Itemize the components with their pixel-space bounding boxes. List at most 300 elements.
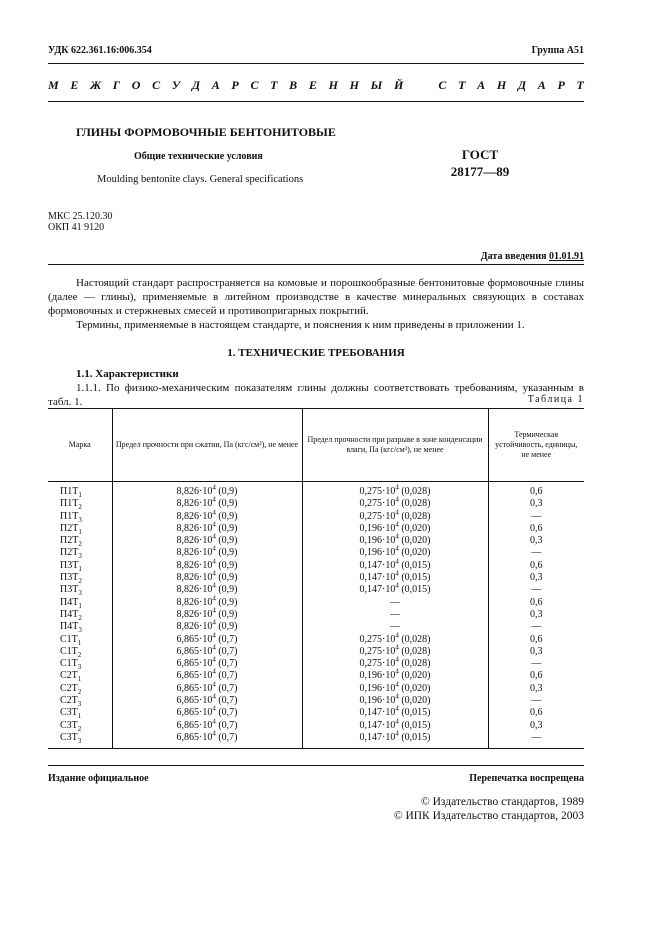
compression-exponent: 4 xyxy=(212,729,216,738)
cell-thermal: 0,3 xyxy=(488,609,584,621)
cell-compression xyxy=(112,557,302,572)
cell-grade xyxy=(48,498,112,510)
characteristics-block xyxy=(48,367,584,409)
grade-subscript: 2 xyxy=(77,650,82,659)
banner-letter: А xyxy=(477,78,486,92)
compression-kgs: (0,7) xyxy=(215,633,238,645)
cell-compression xyxy=(112,594,302,609)
tension-kgs: (0,028) xyxy=(398,498,431,510)
compression-base: 8,826·10 xyxy=(176,498,213,510)
cell-grade xyxy=(48,658,112,670)
header-thermal: Термическая устойчивость, единицы, не менее xyxy=(488,409,584,482)
compression-base: 8,826·10 xyxy=(176,547,213,559)
tension-base: 0,147·10 xyxy=(359,707,396,719)
grade-text: С3Т xyxy=(60,719,78,731)
cell-thermal: — xyxy=(488,547,584,559)
banner-letter: Г xyxy=(112,78,121,92)
grade-subscript: 1 xyxy=(77,675,82,684)
compression-exponent: 4 xyxy=(212,643,216,652)
grade-text: С1Т xyxy=(60,633,78,645)
cell-compression xyxy=(112,717,302,732)
compression-base: 8,826·10 xyxy=(176,596,213,608)
tension-base: 0,196·10 xyxy=(359,695,396,707)
cell-compression xyxy=(112,482,302,499)
compression-kgs: (0,7) xyxy=(215,658,238,670)
table-row xyxy=(48,683,584,695)
tension-kgs: (0,020) xyxy=(398,670,431,682)
cell-compression xyxy=(112,569,302,584)
table-row xyxy=(48,498,584,510)
tension-exponent: 4 xyxy=(395,508,399,517)
tension-base: 0,275·10 xyxy=(359,658,396,670)
banner-letter: А xyxy=(537,78,546,92)
banner-letter: С xyxy=(438,78,447,92)
tension-base: 0,196·10 xyxy=(359,535,396,547)
compression-base: 6,865·10 xyxy=(176,682,213,694)
grade-text: С3Т xyxy=(60,731,78,743)
grade-subscript: 1 xyxy=(77,638,82,647)
tension-exponent: 4 xyxy=(395,643,399,652)
grade-text: С2Т xyxy=(60,670,78,682)
grade-subscript: 1 xyxy=(77,712,82,721)
tension-base: 0,147·10 xyxy=(359,584,396,596)
table-row xyxy=(48,646,584,658)
tension-exponent: 4 xyxy=(395,668,399,677)
subsection-title: 1.1. Характеристики xyxy=(76,368,179,380)
grade-subscript: 3 xyxy=(78,626,82,635)
tension-exponent: 4 xyxy=(395,532,399,541)
tension-base: 0,275·10 xyxy=(359,633,396,645)
table-row xyxy=(48,670,584,682)
gost-number: 28177—89 xyxy=(450,164,510,179)
tension-base: — xyxy=(390,608,400,620)
compression-base: 6,865·10 xyxy=(176,731,213,743)
compression-kgs: (0,9) xyxy=(215,608,238,620)
cell-grade xyxy=(48,523,112,535)
compression-base: 8,826·10 xyxy=(176,510,213,522)
cell-compression xyxy=(112,670,302,682)
banner-letter: Н xyxy=(496,78,507,92)
cell-thermal: 0,6 xyxy=(488,482,584,499)
grade-text: П1Т xyxy=(60,486,79,497)
compression-exponent: 4 xyxy=(212,532,216,541)
okp-code: ОКП 41 9120 xyxy=(48,222,105,233)
grade-text: П4Т xyxy=(60,608,79,620)
grade-subscript: 2 xyxy=(77,724,82,733)
cell-thermal: — xyxy=(488,695,584,707)
tension-base: 0,196·10 xyxy=(359,682,396,694)
cell-grade xyxy=(48,482,112,499)
copyright-2003: © ИПК Издательство стандартов, 2003 xyxy=(393,810,584,822)
tension-exponent: 4 xyxy=(395,557,399,566)
compression-exponent: 4 xyxy=(212,483,216,492)
tension-kgs: (0,020) xyxy=(398,682,431,694)
table-row xyxy=(48,535,584,547)
grade-subscript: 3 xyxy=(77,700,82,709)
cell-compression xyxy=(112,643,302,658)
cell-grade xyxy=(48,535,112,547)
requirement-paragraph: 1.1.1. По физико-механическим показателям глины должны соответствовать требованиям, указанным в табл. 1. xyxy=(48,382,584,408)
tension-base: 0,196·10 xyxy=(359,522,396,534)
copyright-1989: © Издательство стандартов, 1989 xyxy=(420,796,584,808)
tension-base: 0,147·10 xyxy=(359,559,396,571)
compression-base: 6,865·10 xyxy=(176,719,213,731)
cell-grade xyxy=(48,732,112,749)
compression-base: 8,826·10 xyxy=(176,522,213,534)
table-row xyxy=(48,523,584,535)
grade-subscript: 3 xyxy=(78,515,82,524)
table-row xyxy=(48,720,584,732)
grade-text: С2Т xyxy=(60,682,78,694)
header-tension: Предел прочности при разрыве в зоне конденсации влаги, Па (кгс/см²), не менее xyxy=(302,409,488,482)
cell-grade xyxy=(48,597,112,609)
introduction-date xyxy=(481,251,584,262)
cell-compression xyxy=(112,495,302,510)
compression-kgs: (0,7) xyxy=(215,731,238,743)
tension-kgs: (0,015) xyxy=(398,572,431,584)
header-rule-bottom xyxy=(48,101,584,102)
tension-kgs: (0,028) xyxy=(398,510,431,522)
compression-exponent: 4 xyxy=(212,508,216,517)
cell-grade xyxy=(48,683,112,695)
banner-letter: Д xyxy=(517,78,527,92)
banner-letter: С xyxy=(250,78,259,92)
compression-base: 8,826·10 xyxy=(176,535,213,547)
table-row xyxy=(48,584,584,596)
tension-base: 0,196·10 xyxy=(359,547,396,559)
table-row xyxy=(48,695,584,707)
cell-grade xyxy=(48,646,112,658)
compression-base: 8,826·10 xyxy=(176,559,213,571)
header-rule-top xyxy=(48,63,584,64)
banner-letter: Й xyxy=(393,78,404,92)
banner-letter: Д xyxy=(191,78,201,92)
tension-exponent: 4 xyxy=(395,483,399,492)
grade-subscript: 3 xyxy=(78,589,82,598)
tension-exponent: 4 xyxy=(395,705,399,714)
table-header-row xyxy=(48,409,584,482)
cell-thermal: 0,6 xyxy=(488,523,584,535)
banner-letter: Ы xyxy=(370,78,383,92)
compression-base: 6,865·10 xyxy=(176,633,213,645)
compression-exponent: 4 xyxy=(212,569,216,578)
compression-exponent: 4 xyxy=(212,618,216,627)
compression-exponent: 4 xyxy=(212,582,216,591)
tension-kgs: (0,028) xyxy=(398,658,431,670)
cell-thermal: — xyxy=(488,658,584,670)
grade-text: П2Т xyxy=(60,535,79,547)
compression-kgs: (0,7) xyxy=(215,695,238,707)
intro-date-label: Дата введения xyxy=(480,251,547,262)
table-row xyxy=(48,634,584,646)
tension-base: 0,147·10 xyxy=(359,719,396,731)
compression-exponent: 4 xyxy=(212,655,216,664)
table-row xyxy=(48,732,584,749)
tension-kgs: (0,028) xyxy=(398,645,431,657)
tension-exponent: 4 xyxy=(395,545,399,554)
cell-grade xyxy=(48,634,112,646)
banner-letter: Т xyxy=(576,78,584,92)
cell-compression xyxy=(112,584,302,596)
compression-base: 6,865·10 xyxy=(176,658,213,670)
compression-kgs: (0,9) xyxy=(215,572,238,584)
table-row xyxy=(48,572,584,584)
compression-exponent: 4 xyxy=(212,631,216,640)
banner-letter: О xyxy=(131,78,141,92)
compression-exponent: 4 xyxy=(212,680,216,689)
tension-kgs: (0,015) xyxy=(398,559,431,571)
banner-letter: Е xyxy=(308,78,317,92)
compression-exponent: 4 xyxy=(212,520,216,529)
header-grade: Марка xyxy=(48,409,112,482)
grade-text: С1Т xyxy=(60,658,78,670)
tension-exponent: 4 xyxy=(395,655,399,664)
tension-kgs: (0,028) xyxy=(398,633,431,645)
footer-rule xyxy=(48,765,584,766)
grade-subscript: 2 xyxy=(78,540,82,549)
official-edition: Издание официальное xyxy=(48,773,149,784)
grade-text: П3Т xyxy=(60,572,79,584)
cell-thermal: — xyxy=(488,511,584,523)
tension-base: — xyxy=(390,596,400,608)
cell-thermal: 0,3 xyxy=(488,535,584,547)
grade-text: С3Т xyxy=(60,707,78,719)
banner-letter: У xyxy=(171,78,181,92)
table-caption: Таблица 1 xyxy=(527,394,584,405)
banner-letter: С xyxy=(152,78,161,92)
english-title: Moulding bentonite clays. General specifications xyxy=(97,174,304,185)
banner-letter: Р xyxy=(557,78,565,92)
group-code: Группа А51 xyxy=(531,45,584,56)
table-row xyxy=(48,511,584,523)
reprint-notice: Перепечатка воспрещена xyxy=(469,773,584,784)
scope-paragraph: Настоящий стандарт распространяется на комовые и порошкообразные бентонитовые формовочные глины (далее — глины), применяемые в литейном производстве в качестве минеральных связующих в составах формовочных и стержневых смесей и противопригарных покрытий. xyxy=(48,277,584,317)
tension-kgs: (0,028) xyxy=(398,486,431,497)
banner-letter: В xyxy=(289,78,298,92)
cell-grade xyxy=(48,720,112,732)
tension-base: 0,275·10 xyxy=(359,510,396,522)
tension-kgs: (0,015) xyxy=(398,707,431,719)
cell-thermal: — xyxy=(488,584,584,596)
table-row xyxy=(48,560,584,572)
tension-kgs: (0,020) xyxy=(398,695,431,707)
table-row xyxy=(48,547,584,559)
compression-kgs: (0,9) xyxy=(215,486,238,497)
terms-paragraph: Термины, применяемые в настоящем стандарте, и пояснения к ним приведены в приложении 1. xyxy=(76,319,525,331)
tension-exponent: 4 xyxy=(395,582,399,591)
grade-text: П2Т xyxy=(60,522,79,534)
grade-subscript: 1 xyxy=(78,527,82,536)
cell-thermal: 0,3 xyxy=(488,720,584,732)
cell-compression xyxy=(112,655,302,670)
grade-subscript: 2 xyxy=(78,503,82,512)
grade-subscript: 1 xyxy=(78,491,82,499)
cell-compression xyxy=(112,680,302,695)
tension-exponent: 4 xyxy=(395,680,399,689)
cell-compression xyxy=(112,547,302,559)
tension-exponent: 4 xyxy=(395,631,399,640)
cell-grade xyxy=(48,621,112,633)
compression-exponent: 4 xyxy=(212,545,216,554)
compression-kgs: (0,7) xyxy=(215,670,238,682)
tension-exponent: 4 xyxy=(395,520,399,529)
compression-exponent: 4 xyxy=(212,594,216,603)
grade-subscript: 1 xyxy=(78,564,82,573)
cell-grade xyxy=(48,560,112,572)
classification-codes xyxy=(48,211,112,233)
table-row xyxy=(48,482,584,499)
cell-tension xyxy=(302,597,488,609)
grade-text: П4Т xyxy=(60,621,79,633)
tension-exponent: 4 xyxy=(395,495,399,504)
gost-label: ГОСТ xyxy=(461,147,499,162)
grade-text: С2Т xyxy=(60,695,78,707)
intro-date-value: 01.01.91 xyxy=(549,251,584,262)
banner-letter: Н xyxy=(349,78,359,92)
cell-tension xyxy=(302,729,488,749)
cell-grade xyxy=(48,695,112,707)
grade-subscript: 3 xyxy=(78,552,82,561)
grade-text: П1Т xyxy=(60,510,79,522)
compression-kgs: (0,9) xyxy=(215,559,238,571)
compression-kgs: (0,9) xyxy=(215,535,238,547)
cell-thermal: — xyxy=(488,732,584,749)
banner-letter: Р xyxy=(231,78,239,92)
table-row xyxy=(48,707,584,719)
table-body xyxy=(48,482,584,749)
gost-designation xyxy=(430,146,530,180)
date-rule xyxy=(48,264,584,265)
banner-letter: Ж xyxy=(90,78,102,92)
tension-base: 0,147·10 xyxy=(359,731,396,743)
cell-thermal: 0,3 xyxy=(488,572,584,584)
cell-grade xyxy=(48,609,112,621)
banner-letter: Т xyxy=(270,78,278,92)
tension-base: — xyxy=(390,621,400,633)
copyright-block xyxy=(394,795,584,823)
cell-thermal: 0,6 xyxy=(488,597,584,609)
table-row xyxy=(48,597,584,609)
cell-grade xyxy=(48,511,112,523)
tension-base: 0,196·10 xyxy=(359,670,396,682)
compression-exponent: 4 xyxy=(212,557,216,566)
grade-text: П2Т xyxy=(60,547,79,559)
tension-exponent: 4 xyxy=(395,692,399,701)
cell-thermal: 0,6 xyxy=(488,670,584,682)
compression-kgs: (0,9) xyxy=(215,498,238,510)
section-title: 1. ТЕХНИЧЕСКИЕ ТРЕБОВАНИЯ xyxy=(227,347,405,359)
udk-code: УДК 622.361.16:006.354 xyxy=(48,45,152,56)
grade-subscript: 3 xyxy=(77,736,82,745)
tension-base: 0,147·10 xyxy=(359,572,396,584)
compression-base: 8,826·10 xyxy=(176,486,213,497)
compression-exponent: 4 xyxy=(212,668,216,677)
table-row xyxy=(48,658,584,670)
cell-compression xyxy=(112,520,302,535)
compression-kgs: (0,7) xyxy=(215,682,238,694)
tension-exponent: 4 xyxy=(395,717,399,726)
cell-tension xyxy=(302,609,488,621)
cell-grade xyxy=(48,547,112,559)
compression-base: 6,865·10 xyxy=(176,707,213,719)
compression-base: 6,865·10 xyxy=(176,695,213,707)
grade-subscript: 1 xyxy=(78,601,82,610)
cell-thermal: 0,6 xyxy=(488,707,584,719)
compression-base: 8,826·10 xyxy=(176,608,213,620)
specification-table xyxy=(48,408,584,749)
grade-subscript: 2 xyxy=(78,577,82,586)
cell-thermal: 0,6 xyxy=(488,560,584,572)
compression-kgs: (0,9) xyxy=(215,547,238,559)
grade-subscript: 2 xyxy=(78,613,82,622)
compression-base: 8,826·10 xyxy=(176,572,213,584)
tension-base: 0,275·10 xyxy=(359,486,396,497)
document-title: ГЛИНЫ ФОРМОВОЧНЫЕ БЕНТОНИТОВЫЕ xyxy=(76,125,336,139)
compression-kgs: (0,7) xyxy=(215,707,238,719)
cell-thermal: — xyxy=(488,621,584,633)
compression-kgs: (0,9) xyxy=(215,621,238,633)
mks-code: МКС 25.120.30 xyxy=(48,211,113,222)
banner-letter: А xyxy=(211,78,220,92)
cell-compression xyxy=(112,618,302,633)
tension-base: 0,275·10 xyxy=(359,498,396,510)
cell-grade xyxy=(48,670,112,682)
tension-kgs: (0,020) xyxy=(398,522,431,534)
standard-banner xyxy=(48,78,584,93)
tension-kgs: (0,020) xyxy=(398,535,431,547)
cell-compression xyxy=(112,606,302,621)
cell-compression xyxy=(112,508,302,523)
compression-base: 6,865·10 xyxy=(176,645,213,657)
cell-thermal: 0,3 xyxy=(488,498,584,510)
compression-exponent: 4 xyxy=(212,495,216,504)
tension-kgs: (0,015) xyxy=(398,731,431,743)
cell-compression xyxy=(112,729,302,749)
banner-letter: Н xyxy=(328,78,338,92)
cell-thermal: 0,6 xyxy=(488,634,584,646)
tension-kgs: (0,020) xyxy=(398,547,431,559)
banner-letter: М xyxy=(48,78,59,92)
banner-letter: Т xyxy=(458,78,466,92)
compression-base: 6,865·10 xyxy=(176,670,213,682)
cell-compression xyxy=(112,532,302,547)
grade-text: П3Т xyxy=(60,584,79,596)
grade-text: С1Т xyxy=(60,645,78,657)
cell-compression xyxy=(112,631,302,646)
grade-text: П4Т xyxy=(60,596,79,608)
tension-kgs: (0,015) xyxy=(398,584,431,596)
cell-grade xyxy=(48,584,112,596)
compression-exponent: 4 xyxy=(212,717,216,726)
compression-kgs: (0,9) xyxy=(215,596,238,608)
grade-subscript: 2 xyxy=(77,687,82,696)
compression-base: 8,826·10 xyxy=(176,621,213,633)
grade-text: П1Т xyxy=(60,498,79,510)
tension-exponent: 4 xyxy=(395,729,399,738)
grade-subscript: 3 xyxy=(77,663,82,672)
compression-exponent: 4 xyxy=(212,606,216,615)
compression-exponent: 4 xyxy=(212,705,216,714)
cell-thermal: 0,3 xyxy=(488,646,584,658)
table-row xyxy=(48,621,584,633)
compression-kgs: (0,7) xyxy=(215,645,238,657)
compression-base: 8,826·10 xyxy=(176,584,213,596)
cell-compression xyxy=(112,692,302,707)
grade-text: П3Т xyxy=(60,559,79,571)
table-row xyxy=(48,609,584,621)
compression-kgs: (0,7) xyxy=(215,719,238,731)
cell-grade xyxy=(48,572,112,584)
